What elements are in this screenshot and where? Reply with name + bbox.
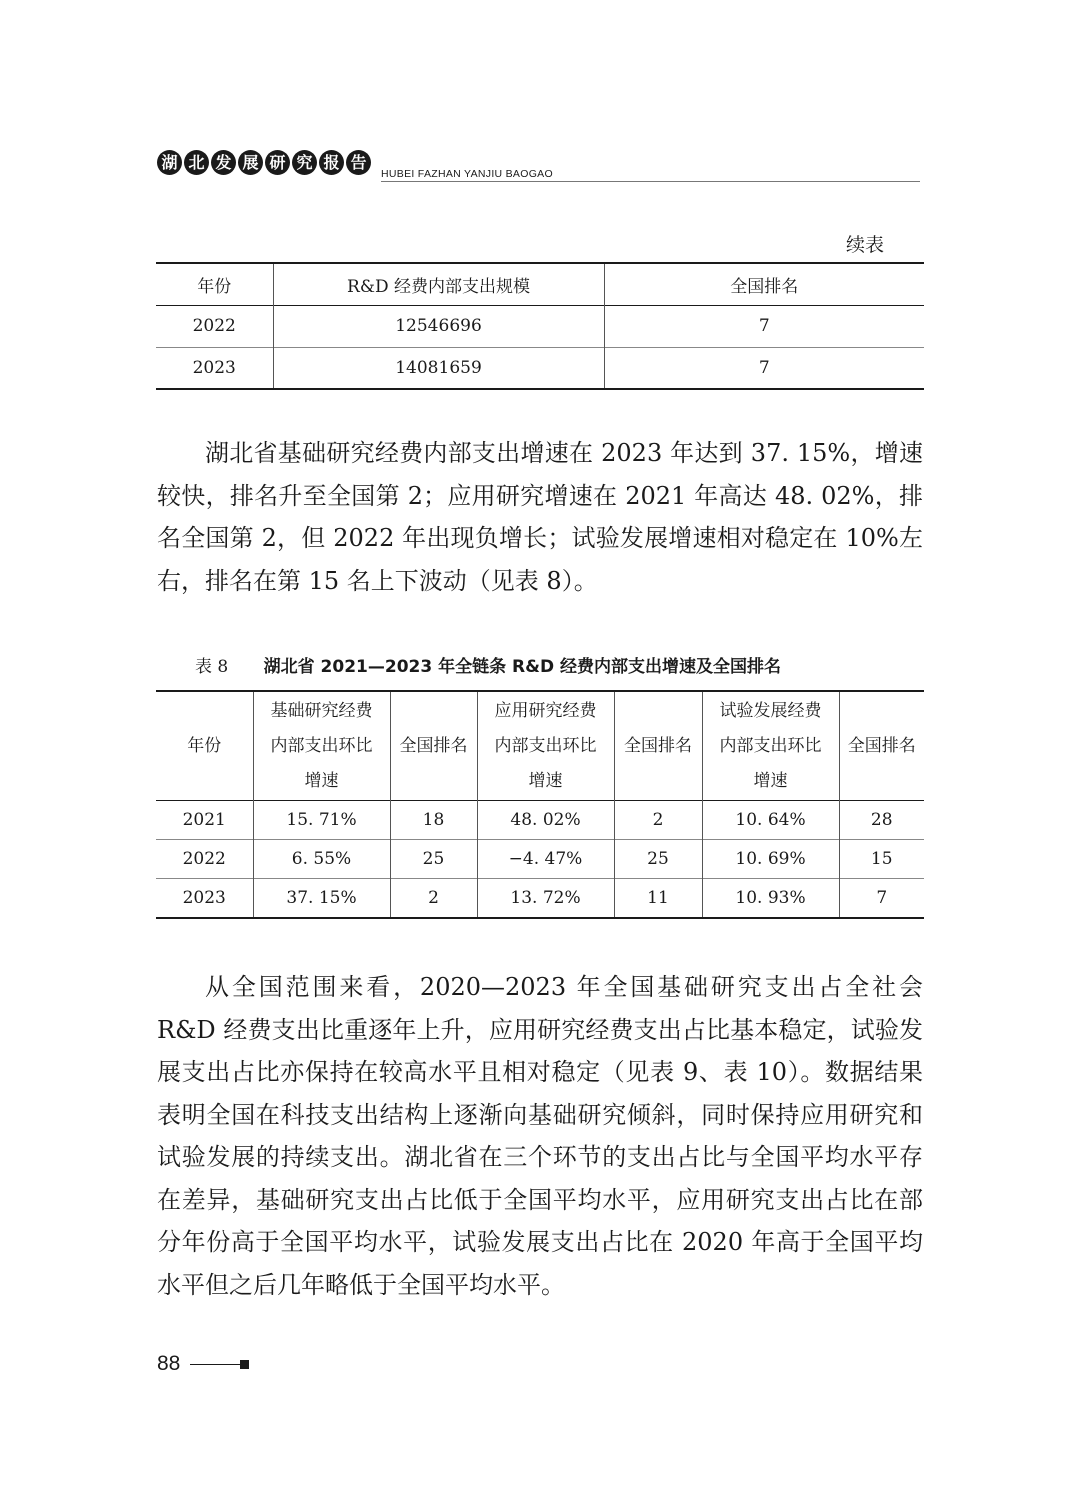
header-line: 应用研究经费: [494, 700, 597, 721]
table-cell: 15. 71%: [253, 801, 390, 840]
table-cell: 13. 72%: [477, 879, 614, 918]
table-cell: 2023: [192, 357, 236, 378]
table-row: [156, 840, 924, 879]
table-row: [156, 801, 924, 840]
header-cell: [253, 691, 390, 801]
table-row: [156, 879, 924, 918]
table-cell: 11: [614, 879, 702, 918]
header-cell: 全国排名: [604, 263, 924, 305]
table-row: [156, 347, 924, 389]
footer-square-ornament: [240, 1360, 249, 1369]
table-cell: 2: [614, 801, 702, 840]
table-cell: 25: [614, 840, 702, 879]
table-cell: 7: [839, 879, 924, 918]
table-cell: 2022: [182, 849, 226, 869]
table-cell: 10. 64%: [702, 801, 839, 840]
header-line: 内部支出环比: [494, 735, 597, 756]
table-cell: 12546696: [273, 305, 604, 347]
footer-rule: [190, 1364, 240, 1365]
brand-char: 湖: [157, 150, 182, 175]
table-header-row: [156, 691, 924, 801]
header-cell: 年份: [187, 735, 222, 756]
header-cell: [702, 691, 839, 801]
brand-char: 报: [319, 150, 344, 175]
table-cell: 10. 69%: [702, 840, 839, 879]
table-row: [156, 305, 924, 347]
series-title-logo: [157, 150, 373, 175]
brand-char: 展: [238, 150, 263, 175]
page-number: 88: [157, 1352, 181, 1375]
table-cell: 6. 55%: [253, 840, 390, 879]
brand-char: 北: [184, 150, 209, 175]
table-cell: 15: [839, 840, 924, 879]
table-cell: 37. 15%: [253, 879, 390, 918]
table-cell: 7: [604, 305, 924, 347]
header-cell: 全国排名: [839, 691, 924, 801]
brand-char: 研: [265, 150, 290, 175]
body-paragraph: 从全国范围来看，2020—2023 年全国基础研究支出占全社会 R&D 经费支出比重逐年上升，应用研究经费支出占比基本稳定，试验发展支出占比亦保持在较高水平且相对稳定（见表 9、表 10）。数据结果表明全国在科技支出结构上逐渐向基础研究倾斜，同时保持应用研究和试验发展的持续支出。湖北省在三个环节的支出占比与全国平均水平存在差异，基础研究支出占比低于全国平均水平，应用研究支出占比在部分年份高于全国平均水平，试验发展支出占比在 2020 年高于全国平均水平但之后几年略低于全国平均水平。: [157, 973, 923, 1299]
header-line: 内部支出环比: [270, 735, 373, 756]
running-header: [157, 150, 920, 186]
brand-char: 告: [346, 150, 371, 175]
header-line: 增速: [753, 770, 788, 791]
table-title: 湖北省 2021—2023 年全链条 R&D 经费内部支出增速及全国排名: [263, 657, 781, 677]
header-line: 内部支出环比: [719, 735, 822, 756]
table-cell: 2023: [182, 887, 226, 908]
table-cell: 25: [390, 840, 477, 879]
table-caption: [195, 652, 781, 677]
header-line: 基础研究经费: [270, 700, 373, 721]
continued-table-label: 续表: [845, 234, 884, 256]
header-cell: 全国排名: [390, 691, 477, 801]
table-header-row: [156, 263, 924, 305]
table-cell: 18: [390, 801, 477, 840]
table-cell: 10. 93%: [702, 879, 839, 918]
header-cell: 全国排名: [614, 691, 702, 801]
table-number: 表 8: [195, 657, 229, 677]
table-cell: 2021: [182, 810, 226, 830]
table-cell: −4. 47%: [477, 840, 614, 879]
brand-char: 发: [211, 150, 236, 175]
table-cell: 2: [390, 879, 477, 918]
header-line: 增速: [528, 770, 563, 791]
header-cell: R&D 经费内部支出规模: [273, 263, 604, 305]
brand-char: 究: [292, 150, 317, 175]
series-title-pinyin: HUBEI FAZHAN YANJIU BAOGAO: [381, 168, 553, 180]
table-cell: 7: [604, 347, 924, 389]
header-line: 试验发展经费: [719, 700, 822, 721]
table-cell: 14081659: [273, 347, 604, 389]
growth-ranking-table: [156, 690, 924, 919]
table-cell: 2022: [192, 316, 236, 336]
header-rule: [381, 181, 920, 182]
table-cell: 48. 02%: [477, 801, 614, 840]
page-footer: [157, 1352, 249, 1376]
header-cell: [477, 691, 614, 801]
continued-table: [156, 262, 924, 390]
body-paragraph: 湖北省基础研究经费内部支出增速在 2023 年达到 37. 15%，增速较快，排名升至全国第 2；应用研究增速在 2021 年高达 48. 02%，排名全国第 2，但 2022 年出现负增长；试验发展增速相对稳定在 10%左右，排名在第 15 名上下波动（见表 8）。: [157, 439, 923, 595]
header-line: 增速: [304, 770, 339, 791]
table-cell: 28: [839, 801, 924, 840]
header-cell: 年份: [197, 276, 232, 297]
